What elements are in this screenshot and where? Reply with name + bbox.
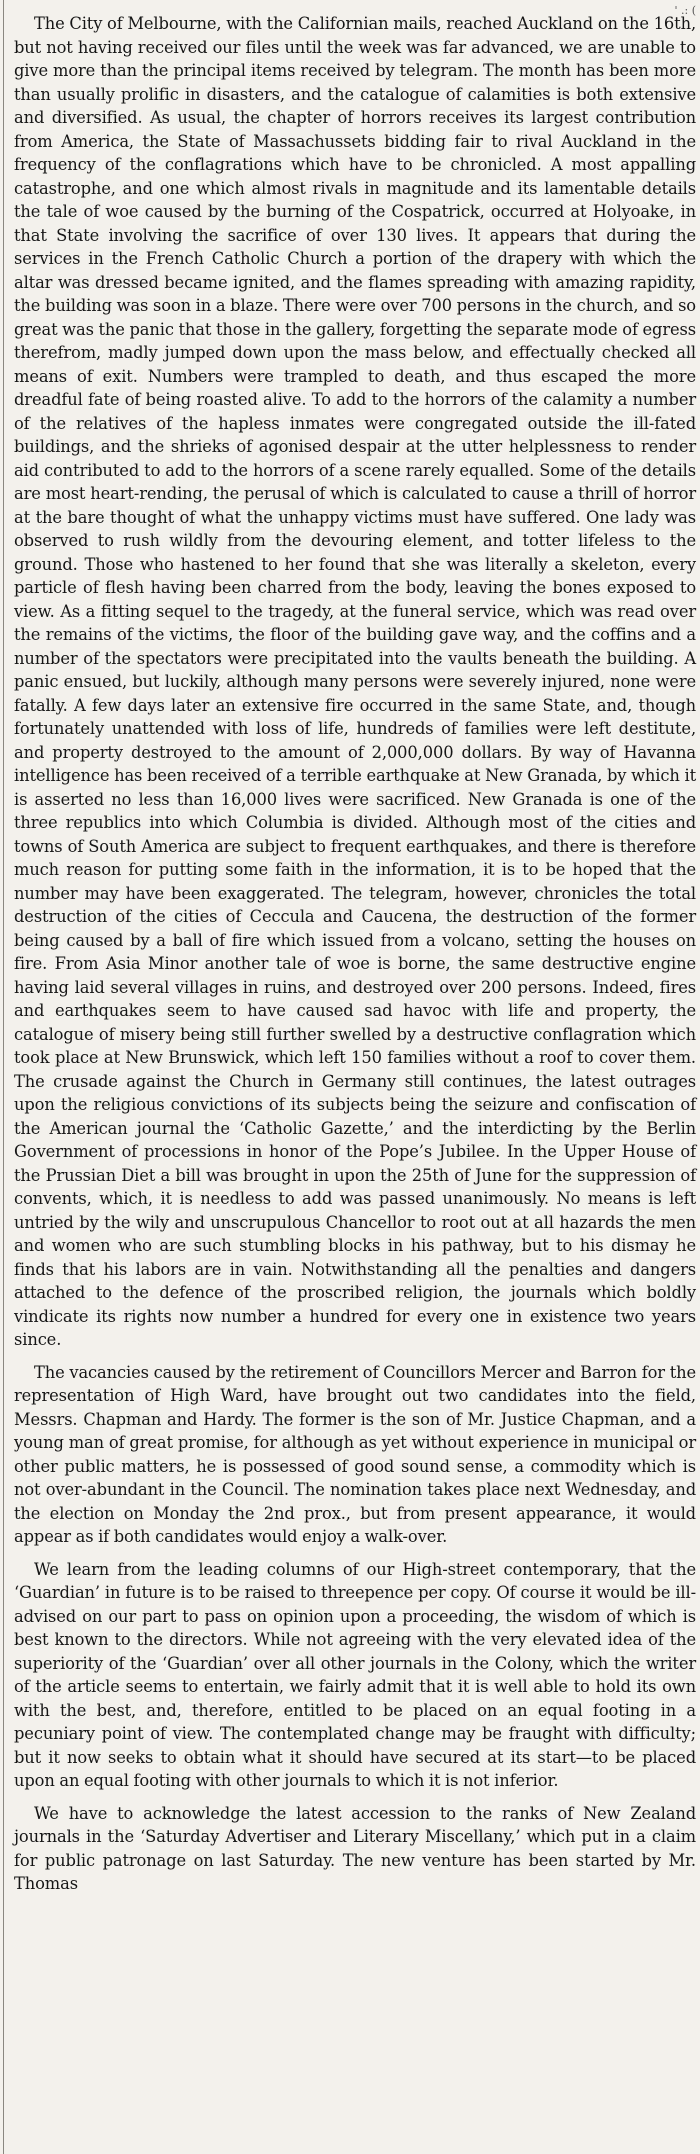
paragraph-high-ward-vacancies: The vacancies caused by the retirement of Councillors Mercer and Barron for the representation of High Ward, have brought out two candidates into the field, Messrs. Chapman and Hardy. The former is the son of Mr. Justice Chapman, and a young man of great promise, for although as yet without experience in municipal or other public matters, he is possessed of good sound sense, a commodity which is not over-abundant in the Council. The nomination takes place next Wednesday, and the election on Monday the 2nd prox., but from present appearance, it would appear as if both candidates would enjoy a walk-over. xyxy=(14,1362,696,1546)
corner-mark: ' .: ( xyxy=(674,4,696,17)
paragraph-guardian-price: We learn from the leading columns of our High-street contemporary, that the ‘Guardian’ in future is to be raised to threepence per copy. Of course it would be ill-advised on our part to pass on opinion upon a proceeding, the wisdom of which is best known to the directors. While not agreeing with the very elevated idea of the superiority of the ‘Guardian’ over all other journals in the Colony, which the writer of the article seems to entertain, we fairly admit that it is well able to hold its own with the best, and, therefore, entitled to be placed on an equal footing in a pecuniary point of view. The contemplated change may be fraught with difficulty; but it now seeks to obtain what it should have secured at its start—to be placed upon an equal footing with other journals to which it is not inferior. xyxy=(14,1559,696,1790)
paragraph-melbourne-mails: The City of Melbourne, with the Californian mails, reached Auckland on the 16th, but not having received our files until the week was far advanced, we are unable to give more than the principal items received by telegram. The month has been more than usually prolific in disasters, and the catalogue of calamities is both extensive and diversified. As usual, the chapter of horrors receives its largest contribution from America, the State of Massachussets bidding fair to rival Auckland in the frequency of the conflagrations which have to be chronicled. A most appalling catastrophe, and one which almost rivals in magnitude and its lamentable details the tale of woe caused by the burning of the Cospatrick, occurred at Holyoake, in that State involving the sacrifice of over 130 lives. It appears that during the services in the French Catholic Church a portion of the drapery with which the altar was dressed became ignited, and the flames spreading with amazing rapidity, the building was soon in a blaze. There were over 700 persons in the church, and so great was the panic that those in the gallery, forgetting the separate mode of egress therefrom, madly jumped down upon the mass below, and effectually checked all means of exit. Numbers were trampled to death, and thus escaped the more dreadful fate of being roasted alive. To add to the horrors of the calamity a number of the relatives of the hapless inmates were congregated outside the ill-fated buildings, and the shrieks of agonised despair at the utter helplessness to render aid contributed to add to the horrors of a scene rarely equalled. Some of the details are most heart-rending, the perusal of which is calculated to cause a thrill of horror at the bare thought of what the unhappy victims must have suffered. One lady was observed to rush wildly from the devouring element, and totter lifeless to the ground. Those who hastened to her found that she was literally a skeleton, every particle of flesh having been charred from the body, leaving the bones exposed to view. As a fitting sequel to the tragedy, at the funeral service, which was read over the remains of the victims, the floor of the building gave way, and the coffins and a number of the spectators were precipitated into the vaults beneath the building. A panic ensued, but luckily, although many persons were severely injured, none were fatally. A few days later an extensive fire occurred in the same State, and, though fortunately unattended with loss of life, hundreds of families were left destitute, and property destroyed to the amount of 2,000,000 dollars. By way of Havanna intelligence has been received of a terrible earthquake at New Granada, by which it is asserted no less than 16,000 lives were sacrificed. New Granada is one of the three republics into which Columbia is divided. Although most of the cities and towns of South America are subject to frequent earthquakes, and there is therefore much reason for putting some faith in the information, it is to be hoped that the number may have been exaggerated. The telegram, however, chronicles the total destruction of the cities of Ceccula and Caucena, the destruction of the former being caused by a ball of fire which issued from a volcano, setting the houses on fire. From Asia Minor another tale of woe is borne, the same destructive engine having laid several villages in ruins, and destroyed over 200 persons. Indeed, fires and earthquakes seem to have caused sad havoc with life and property, the catalogue of misery being still further swelled by a destructive conflagration which took place at New Brunswick, which left 150 families without a roof to cover them. The crusade against the Church in Germany still continues, the latest outrages upon the religious convictions of its subjects being the seizure and confiscation of the American journal the ‘Catholic Gazette,’ and the interdicting by the Berlin Government of processions in honor of the Pope’s Jubilee. In the Upper House of the Prussian Diet a bill was brought in upon the 25th of June for the suppression of convents, which, it is needless to add was passed unanimously. No means is left untried by the wily and unscrupulous Chancellor to root out at all hazards the men and women who are such stumbling blocks in his pathway, but to his dismay he finds that his labors are in vain. Notwithstanding all the penalties and dangers attached to the defence of the proscribed religion, the journals which boldly vindicate its rights now number a hundred for every one in existence two years since. xyxy=(14,14,696,1349)
column-rule xyxy=(3,0,4,2154)
paragraph-saturday-advertiser: We have to acknowledge the latest accession to the ranks of New Zealand journals in the ‘Saturday Advertiser and Literary Miscellany,’ which put in a claim for public patronage on last Saturday. The new venture has been started by Mr. Thomas xyxy=(14,1803,696,1893)
